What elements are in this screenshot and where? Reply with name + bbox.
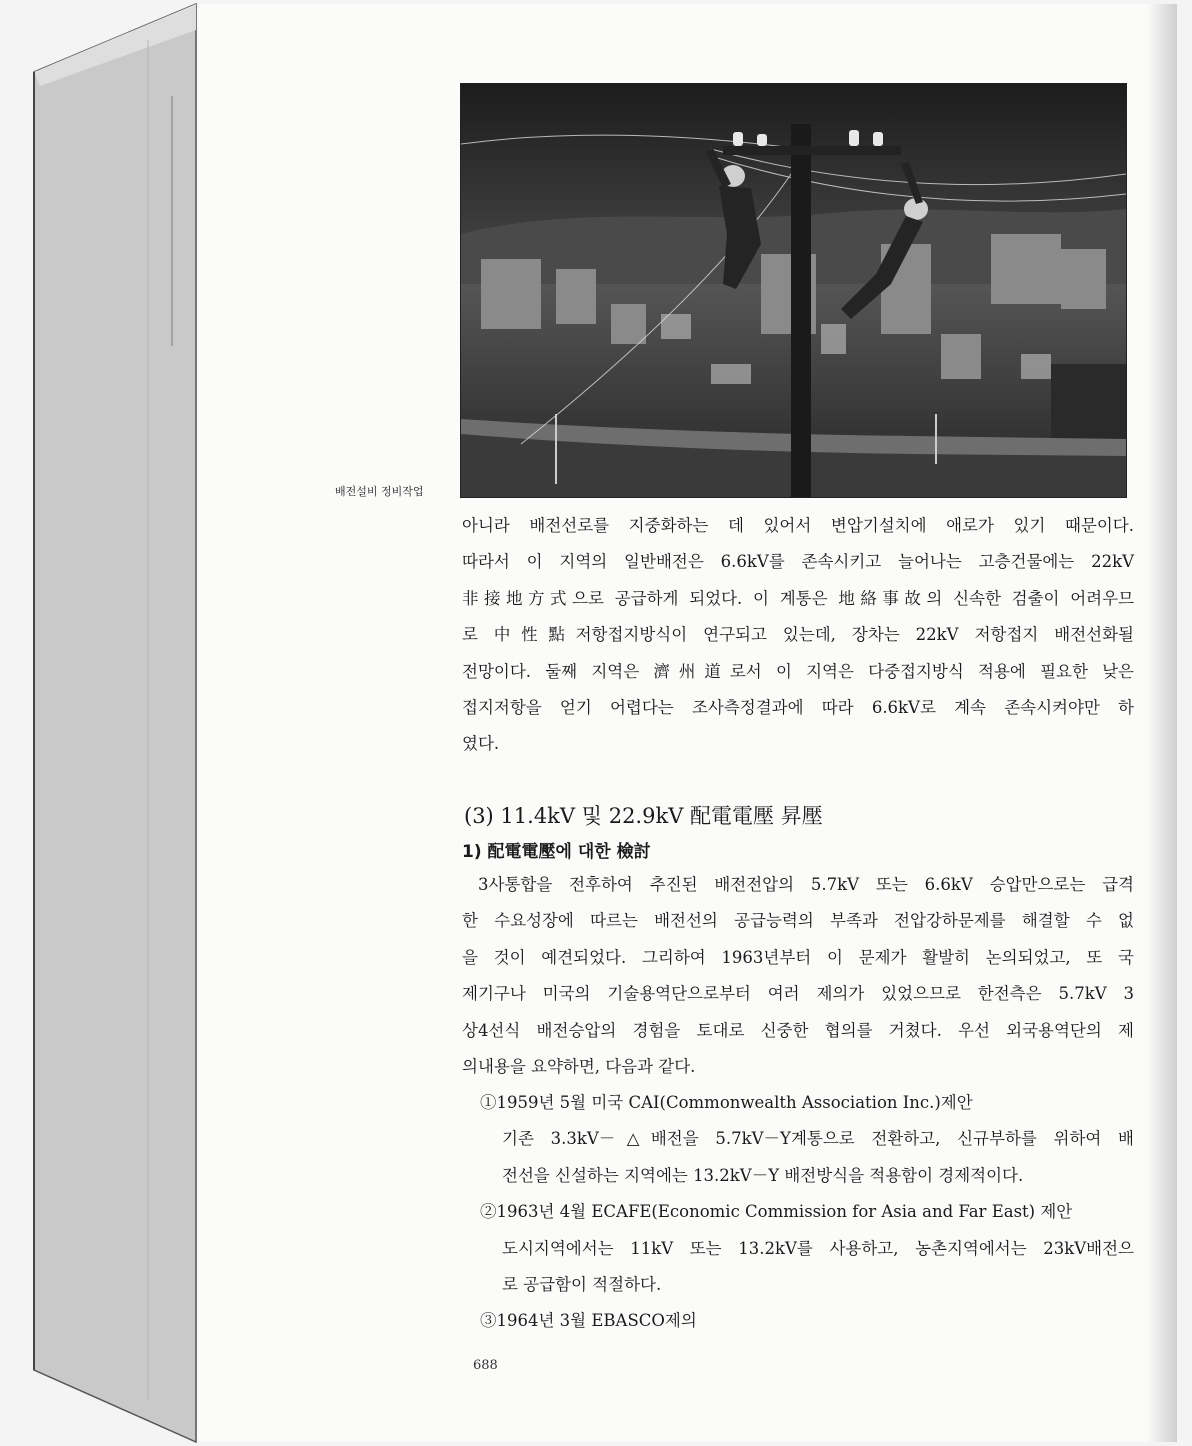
text-line: 의내용을 요약하면, 다음과 같다. bbox=[462, 1056, 696, 1076]
text-line: 였다. bbox=[462, 734, 500, 754]
list-item-title: ②1963년 4월 ECAFE(Economic Commission for Asia and Far East) 제안 bbox=[480, 1202, 1073, 1222]
text-line: 상4선식 배전승압의 경험을 토대로 신중한 협의를 거쳤다. 우선 외국용역단의 제 bbox=[462, 1020, 1134, 1040]
photo-distribution-maintenance bbox=[460, 83, 1127, 498]
page-number: 688 bbox=[473, 1358, 498, 1373]
proposal-list bbox=[462, 1085, 1134, 1340]
list-item-title: ③1964년 3월 EBASCO제의 bbox=[480, 1311, 697, 1331]
text-line: 非接地方式으로 공급하게 되었다. 이 계통은 地絡事故의 신속한 검출이 어려우므 bbox=[462, 588, 1134, 608]
book-page bbox=[196, 4, 1177, 1442]
text-line: 한 수요성장에 따르는 배전선의 공급능력의 부족과 전압강하문제를 해결할 수 없 bbox=[462, 911, 1134, 931]
body-paragraph-2 bbox=[462, 867, 1134, 1085]
list-item-text: 로 공급함이 적절하다. bbox=[502, 1274, 662, 1294]
subsection-heading: 1) 配電電壓에 대한 檢討 bbox=[462, 842, 651, 862]
text-line: 로 中性點저항접지방식이 연구되고 있는데, 장차는 22kV 저항접지 배전선화될 bbox=[462, 625, 1134, 645]
body-paragraph-1 bbox=[462, 508, 1134, 763]
text-line: 제기구나 미국의 기술용역단으로부터 여러 제의가 있었으므로 한전측은 5.7kV 3 bbox=[462, 984, 1134, 1004]
list-item-text: 전선을 신설하는 지역에는 13.2kV－Y 배전방식을 적용함이 경제적이다. bbox=[502, 1165, 1024, 1185]
photo-caption: 배전설비 정비작업 bbox=[335, 485, 424, 498]
section-heading: (3) 11.4kV 및 22.9kV 配電電壓 昇壓 bbox=[464, 804, 823, 828]
book-page-stack bbox=[0, 0, 200, 1446]
text-line: 접지저항을 얻기 어렵다는 조사측정결과에 따라 6.6kV로 계속 존속시켜야만 하 bbox=[462, 697, 1134, 717]
text-line: 아니라 배전선로를 지중화하는 데 있어서 변압기설치에 애로가 있기 때문이다. bbox=[462, 516, 1134, 535]
text-line: 을 것이 예견되었다. 그리하여 1963년부터 이 문제가 활발히 논의되었고, 또 국 bbox=[462, 947, 1134, 967]
list-item-text: 도시지역에서는 11kV 또는 13.2kV를 사용하고, 농촌지역에서는 23kV배전으 bbox=[502, 1238, 1134, 1258]
page-gutter-shadow bbox=[1147, 4, 1177, 1442]
list-item-text: 기존 3.3kV－△배전을 5.7kV－Y계통으로 전환하고, 신규부하를 위하여 배 bbox=[502, 1129, 1134, 1149]
text-line: 3사통합을 전후하여 추진된 배전전압의 5.7kV 또는 6.6kV 승압만으로는 급격 bbox=[478, 875, 1134, 894]
list-item-title: ①1959년 5월 미국 CAI(Commonwealth Association Inc.)제안 bbox=[480, 1093, 973, 1112]
text-line: 전망이다. 둘째 지역은 濟州道로서 이 지역은 다중접지방식 적용에 필요한 낮은 bbox=[462, 661, 1134, 681]
text-line: 따라서 이 지역의 일반배전은 6.6kV를 존속시키고 늘어나는 고층건물에는 22kV bbox=[462, 552, 1134, 572]
